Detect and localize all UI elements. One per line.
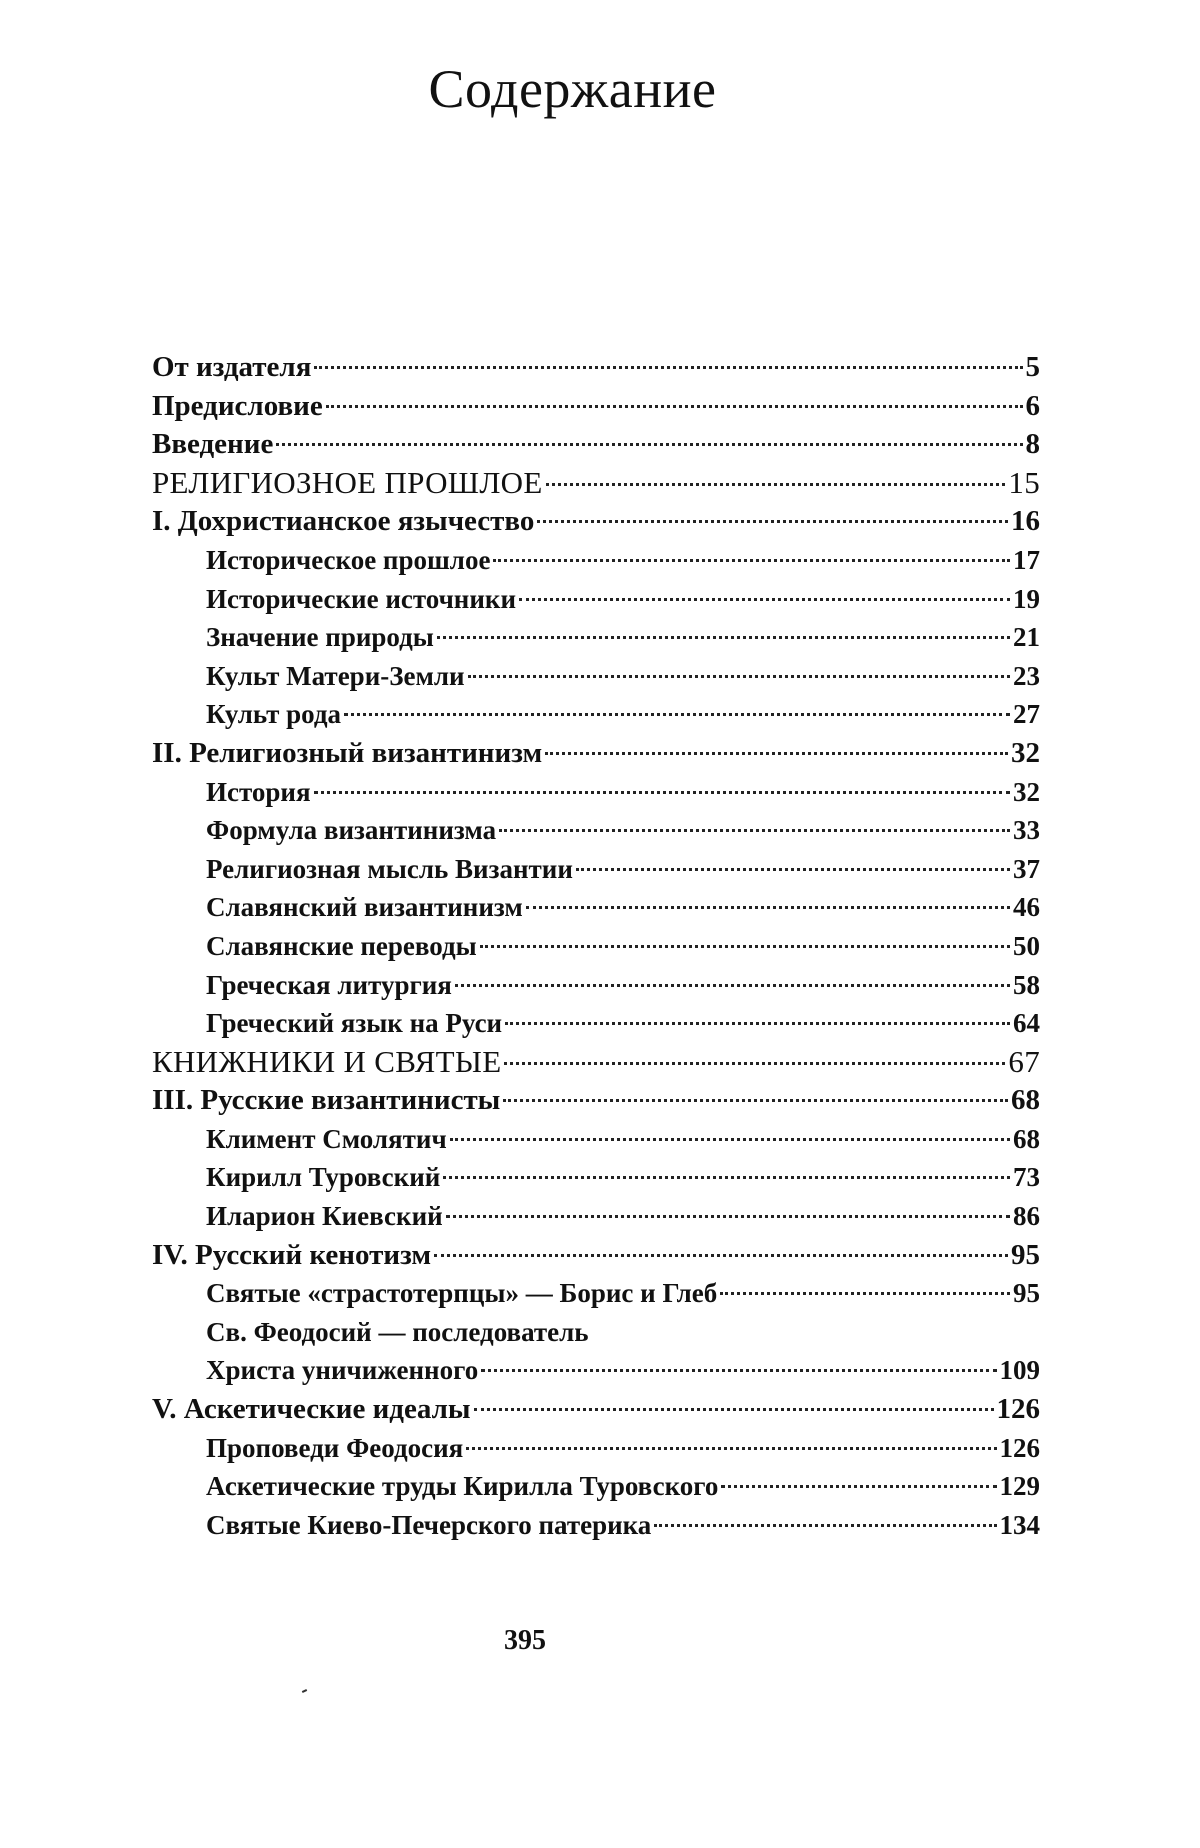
- toc-entry-page: 67: [1008, 1043, 1040, 1079]
- toc-entry-title: II. Религиозный византинизм: [152, 736, 543, 769]
- toc-entry-title: IV. Русский кенотизм: [152, 1238, 432, 1271]
- dot-leader: [493, 559, 1010, 562]
- toc-entry-title: Исторические источники: [206, 583, 517, 614]
- toc-entry: [152, 502, 1040, 541]
- toc-entry-page: 32: [1013, 776, 1040, 807]
- dot-leader: [504, 1062, 1005, 1065]
- toc-entry-title: Значение природы: [206, 622, 434, 653]
- toc-entry-title: III. Русские византинисты: [152, 1084, 501, 1117]
- toc-entry: [152, 657, 1040, 696]
- toc-entry: [152, 734, 1040, 773]
- toc-entry-title: Иларион Киевский: [206, 1201, 443, 1232]
- toc-entry-title: Предисловие: [152, 389, 323, 422]
- toc-entry-page: 23: [1013, 660, 1040, 691]
- toc-entry-page: 17: [1013, 544, 1040, 575]
- toc-entry-title: От издателя: [152, 351, 312, 383]
- toc-entry-title: Историческое прошлое: [206, 544, 491, 575]
- toc-entry-page: 68: [1013, 1123, 1040, 1154]
- toc-entry: [152, 618, 1040, 657]
- dot-leader: [466, 1447, 996, 1450]
- toc-entry-page: 46: [1013, 892, 1040, 923]
- dot-leader: [503, 1099, 1008, 1102]
- dot-leader: [481, 1369, 996, 1372]
- toc-entry: [152, 1351, 1040, 1390]
- dot-leader: [443, 1176, 1010, 1179]
- toc-entry-title: История: [206, 776, 311, 807]
- toc-entry: [152, 1429, 1040, 1468]
- toc-entry-page: 73: [1013, 1162, 1040, 1193]
- toc-entry-page: 126: [999, 1432, 1040, 1463]
- dot-leader: [720, 1292, 1010, 1295]
- toc-entry: [152, 966, 1040, 1005]
- dot-leader: [519, 598, 1010, 601]
- toc-entry: [152, 888, 1040, 927]
- dot-leader: [314, 366, 1022, 369]
- toc-entry-title: Греческий язык на Руси: [206, 1008, 503, 1039]
- dot-leader: [450, 1138, 1010, 1141]
- toc-entry-page: 27: [1013, 699, 1040, 730]
- toc-entry: [152, 1120, 1040, 1159]
- toc-entry-title: Славянские переводы: [206, 930, 477, 961]
- toc-entry-title: Религиозная мысль Византии: [206, 853, 573, 884]
- stray-mark: [302, 1689, 307, 1693]
- dot-leader: [537, 520, 1008, 523]
- dot-leader: [546, 483, 1006, 486]
- dot-leader: [545, 752, 1008, 755]
- toc-entry-page: 126: [996, 1393, 1040, 1426]
- toc-entry: [152, 425, 1040, 464]
- toc-entry: [152, 1390, 1040, 1429]
- toc-entry-title: Святые «страстотерпцы» — Борис и Глеб: [206, 1278, 718, 1309]
- toc-entry-page: 21: [1013, 622, 1040, 653]
- dot-leader: [721, 1485, 996, 1488]
- toc-entry-page: 8: [1025, 428, 1040, 461]
- toc-entry-page: 129: [999, 1471, 1040, 1502]
- toc-entry: [152, 1236, 1040, 1275]
- toc-entry: [152, 387, 1040, 426]
- toc-entry: [152, 811, 1040, 850]
- toc-entry-title: КНИЖНИКИ И СВЯТЫЕ: [152, 1043, 502, 1079]
- toc-entry: [152, 1197, 1040, 1236]
- toc-entry-page: 37: [1013, 853, 1040, 884]
- toc-entry-title: Святые Киево-Печерского патерика: [206, 1509, 652, 1540]
- toc-entry-page: 33: [1013, 815, 1040, 846]
- toc-entry-title: Славянский византинизм: [206, 892, 523, 923]
- toc-entry-page: 64: [1013, 1008, 1040, 1039]
- dot-leader: [446, 1215, 1010, 1218]
- toc-entry-page: 109: [999, 1355, 1040, 1386]
- toc-entry-title: Христа уничиженного: [206, 1355, 479, 1386]
- toc-entry: [152, 1004, 1040, 1043]
- toc-entry-title: Аскетические труды Кирилла Туровского: [206, 1471, 719, 1502]
- toc-entry-page: 19: [1013, 583, 1040, 614]
- dot-leader: [576, 868, 1010, 871]
- toc-entry-title: Греческая литургия: [206, 969, 452, 1000]
- dot-leader: [499, 829, 1010, 832]
- dot-leader: [455, 984, 1010, 987]
- toc-entry-page: 6: [1025, 389, 1040, 422]
- toc-entry-title: Введение: [152, 428, 274, 461]
- toc-entry-title: I. Дохристианское язычество: [152, 505, 535, 538]
- toc-entry-page: 32: [1011, 736, 1040, 769]
- toc-entry-title: Климент Смолятич: [206, 1123, 447, 1154]
- dot-leader: [344, 713, 1010, 716]
- toc-entry-page: 5: [1025, 351, 1040, 383]
- toc-entry: [152, 1081, 1040, 1120]
- toc-entry-title: РЕЛИГИОЗНОЕ ПРОШЛОЕ: [152, 464, 543, 500]
- toc-entry-title: Формула византинизма: [206, 815, 497, 846]
- toc-entry: [152, 1043, 1040, 1082]
- toc-entry: [152, 695, 1040, 734]
- toc-entry-page: 134: [999, 1509, 1040, 1540]
- toc-entry: [152, 541, 1040, 580]
- toc-entry: [152, 1506, 1040, 1545]
- toc-entry-page: 15: [1008, 464, 1040, 500]
- dot-leader: [474, 1408, 994, 1411]
- toc-entry: [152, 1313, 1040, 1352]
- page-title: Содержание: [428, 59, 717, 119]
- toc-entry-title: Проповеди Феодосия: [206, 1432, 464, 1463]
- toc-entry: [152, 1274, 1040, 1313]
- toc-entry: [152, 773, 1040, 812]
- toc-entry: [152, 1158, 1040, 1197]
- toc-entry-title: Кирилл Туровский: [206, 1162, 441, 1193]
- toc-entry-title: Культ рода: [206, 699, 342, 730]
- dot-leader: [326, 405, 1023, 408]
- table-of-contents: [152, 348, 1040, 1544]
- toc-entry: [152, 850, 1040, 889]
- toc-entry-page: 95: [1011, 1238, 1040, 1271]
- dot-leader: [276, 443, 1022, 446]
- toc-entry: [152, 927, 1040, 966]
- toc-entry-page: 58: [1013, 969, 1040, 1000]
- toc-entry-title: Культ Матери-Земли: [206, 660, 465, 691]
- toc-entry-title: Св. Феодосий — последователь: [206, 1316, 589, 1347]
- toc-entry: [152, 580, 1040, 619]
- toc-entry: [152, 464, 1040, 503]
- dot-leader: [654, 1524, 996, 1527]
- page-number: 395: [504, 1625, 546, 1656]
- dot-leader: [480, 945, 1010, 948]
- toc-entry-page: 16: [1011, 505, 1040, 538]
- toc-entry: [152, 348, 1040, 387]
- dot-leader: [468, 675, 1010, 678]
- toc-entry-page: 68: [1011, 1084, 1040, 1117]
- dot-leader: [314, 791, 1010, 794]
- toc-entry: [152, 1467, 1040, 1506]
- dot-leader: [437, 636, 1010, 639]
- dot-leader: [526, 906, 1010, 909]
- dot-leader: [434, 1254, 1008, 1257]
- toc-entry-page: 86: [1013, 1201, 1040, 1232]
- toc-entry-page: 95: [1013, 1278, 1040, 1309]
- toc-entry-title: V. Аскетические идеалы: [152, 1393, 471, 1426]
- toc-entry-page: 50: [1013, 930, 1040, 961]
- dot-leader: [505, 1022, 1010, 1025]
